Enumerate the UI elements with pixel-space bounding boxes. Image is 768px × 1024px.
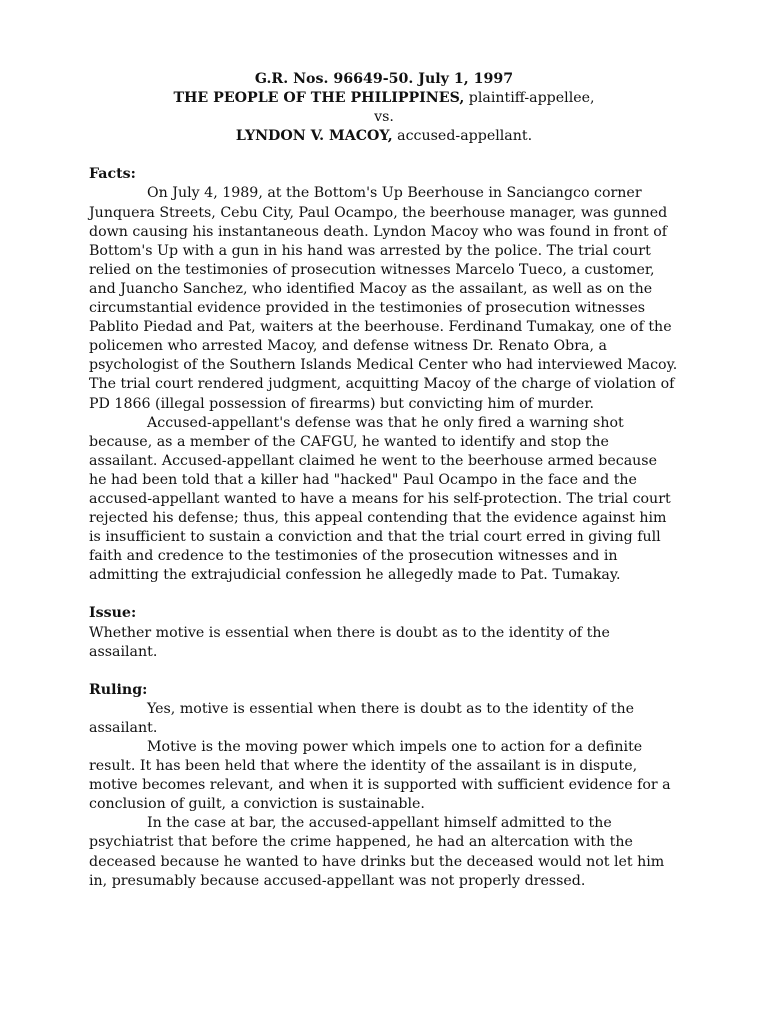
ruling-heading: Ruling: bbox=[89, 681, 148, 698]
spacer bbox=[89, 585, 679, 604]
plaintiff-name: THE PEOPLE OF THE PHILIPPINES, bbox=[173, 90, 465, 107]
defendant-name: LYNDON V. MACOY, bbox=[235, 128, 393, 145]
versus-label: vs. bbox=[374, 109, 394, 126]
issue-heading: Issue: bbox=[89, 605, 137, 622]
defendant-line bbox=[89, 127, 679, 146]
ruling-paragraph: Yes, motive is essential when there is doubt as to the identity of the assailant. bbox=[89, 700, 635, 736]
facts-section bbox=[89, 165, 679, 585]
ruling-section bbox=[89, 681, 679, 891]
facts-heading: Facts: bbox=[89, 166, 136, 183]
issue-text: Whether motive is essential when there is doubt as to the identity of the assailant. bbox=[89, 624, 610, 660]
spacer bbox=[89, 662, 679, 681]
spacer bbox=[89, 146, 679, 165]
plaintiff-role: plaintiff-appellee, bbox=[464, 90, 595, 107]
facts-paragraph: On July 4, 1989, at the Bottom's Up Beerhouse in Sanciangco corner Junquera Streets, Cebu City, Paul Ocampo, the beerhouse manager, was gunned down causing his instantaneous death. Lyndon Macoy who was found in front of Bottom's Up with a gun in his hand was arrested by the police. The trial court relied on the testimonies of prosecution witnesses Marcelo Tueco, a customer, and Juancho Sanchez, who identified Macoy as the assailant, as well as on the circumstantial evidence provided in the testimonies of prosecution witnesses Pablito Piedad and Pat, waiters at the beerhouse. Ferdinand Tumakay, one of the policemen who arrested Macoy, and defense witness Dr. Renato Obra, a psychologist of the Southern Islands Medical Center who had interviewed Macoy. The trial court rendered judgment, acquitting Macoy of the charge of violation of PD 1866 (illegal possession of firearms) but convicting him of murder. bbox=[89, 185, 678, 412]
plaintiff-line bbox=[89, 89, 679, 108]
case-header bbox=[89, 70, 679, 146]
document-page bbox=[89, 70, 679, 891]
ruling-paragraph: In the case at bar, the accused-appellant himself admitted to the psychiatrist that before the crime happened, he had an altercation with the deceased because he wanted to have drinks but the deceased would not let him in, presumably because accused-appellant was not properly dressed. bbox=[89, 815, 665, 889]
issue-section bbox=[89, 604, 679, 661]
case-citation: G.R. Nos. 96649-50. July 1, 1997 bbox=[254, 71, 514, 87]
ruling-paragraph: Motive is the moving power which impels one to action for a definite result. It has been held that where the identity of the assailant is in dispute, motive becomes relevant, and when it is supported with sufficient evidence for a conclusion of guilt, a conviction is sustainable. bbox=[89, 739, 671, 813]
facts-paragraph: Accused-appellant's defense was that he only fired a warning shot because, as a member of the CAFGU, he wanted to identify and stop the assailant. Accused-appellant claimed he went to the beerhouse armed because he had been told that a killer had "hacked" Paul Ocampo in the face and the accused-appellant wanted to have a means for his self-protection. The trial court rejected his defense; thus, this appeal contending that the evidence against him is insufficient to sustain a conviction and that the trial court erred in giving full faith and credence to the testimonies of the prosecution witnesses and in admitting the extrajudicial confession he allegedly made to Pat. Tumakay. bbox=[89, 414, 671, 584]
defendant-role: accused-appellant. bbox=[392, 128, 533, 145]
